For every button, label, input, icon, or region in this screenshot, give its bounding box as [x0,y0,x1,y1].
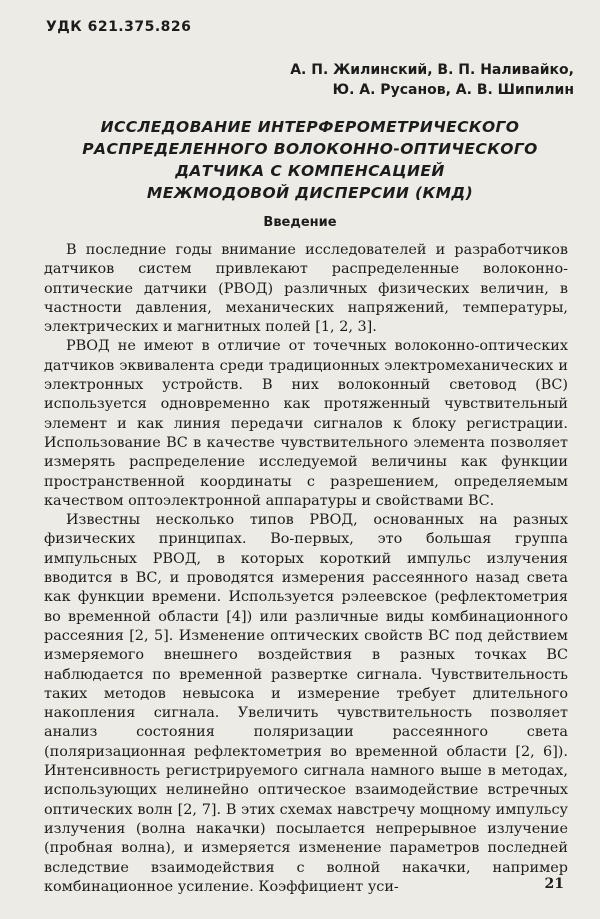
paragraph: Известны несколько типов РВОД, основанных на разных физических принципах. Во-первых, это большая группа импульсных РВОД, в которых короткий импульс излучения вводится в ВС, и проводятся измерения рассеянного назад света как функции времени. Используется рэлеевское (рефлектометрия во временной области [4]) или различные виды комбинационного рассеяния [2, 5]. Изменение оптических свойств ВС под действием измеряемого внешнего воздействия в разных точках ВС наблюдается по временной развертке сигнала. Чувствительность таких методов невысока и измерение требует длительного накопления сигнала. Увеличить чувствительность позволяет анализ состояния поляризации рассеянного света (поляризационная рефлектометрия во временной области [2, 6]). Интенсивность регистрируемого сигнала намного выше в методах, использующих нелинейно оптическое взаимодействие встречных оптических волн [2, 7]. В этих схемах навстречу мощному импульсу излучения (волна накачки) посылается непрерывное излучение (пробная волна), и измеряется изменение параметров последней вследствие взаимодействия с волной накачки, например комбинационное усиление. Коэффициент уси- [44,512,568,895]
page-number: 21 [544,876,564,892]
title-line: ДАТЧИКА С КОМПЕНСАЦИЕЙ [175,162,445,180]
title-line: МЕЖМОДОВОЙ ДИСПЕРСИИ (КМД) [146,184,474,202]
section-heading: Введение [263,215,337,230]
article-title [40,116,580,204]
paragraph: РВОД не имеют в отличие от точечных волоконно-оптических датчиков эквивалента среди традиционных электромеханических и электронных устройств. В них волоконный световод (ВС) используется одновременно как протяженный чувствительный элемент и как линия передачи сигналов к блоку регистрации. Использование ВС в качестве чувствительного элемента позволяет измерять распределение исследуемой величины как функции пространственной координаты с разрешением, определяемым качеством оптоэлектронной аппаратуры и свойствами ВС. [44,338,568,509]
paragraph: В последние годы внимание исследователей и разработчиков датчиков систем привлекают распределенные волоконно-оптические датчики (РВОД) различных физических величин, в частности давления, механических напряжений, температуры, электрических и магнитных полей [1, 2, 3]. [44,242,568,336]
title-line: РАСПРЕДЕЛЕННОГО ВОЛОКОННО-ОПТИЧЕСКОГО [82,140,538,158]
udk-code: УДК 621.375.826 [46,19,192,35]
title-line: ИССЛЕДОВАНИЕ ИНТЕРФЕРОМЕТРИЧЕСКОГО [100,118,520,136]
authors-line: Ю. А. Русанов, А. В. Шипилин [332,82,574,98]
authors [290,60,574,100]
article-body [44,241,568,897]
authors-line: А. П. Жилинский, В. П. Наливайко, [290,62,574,78]
